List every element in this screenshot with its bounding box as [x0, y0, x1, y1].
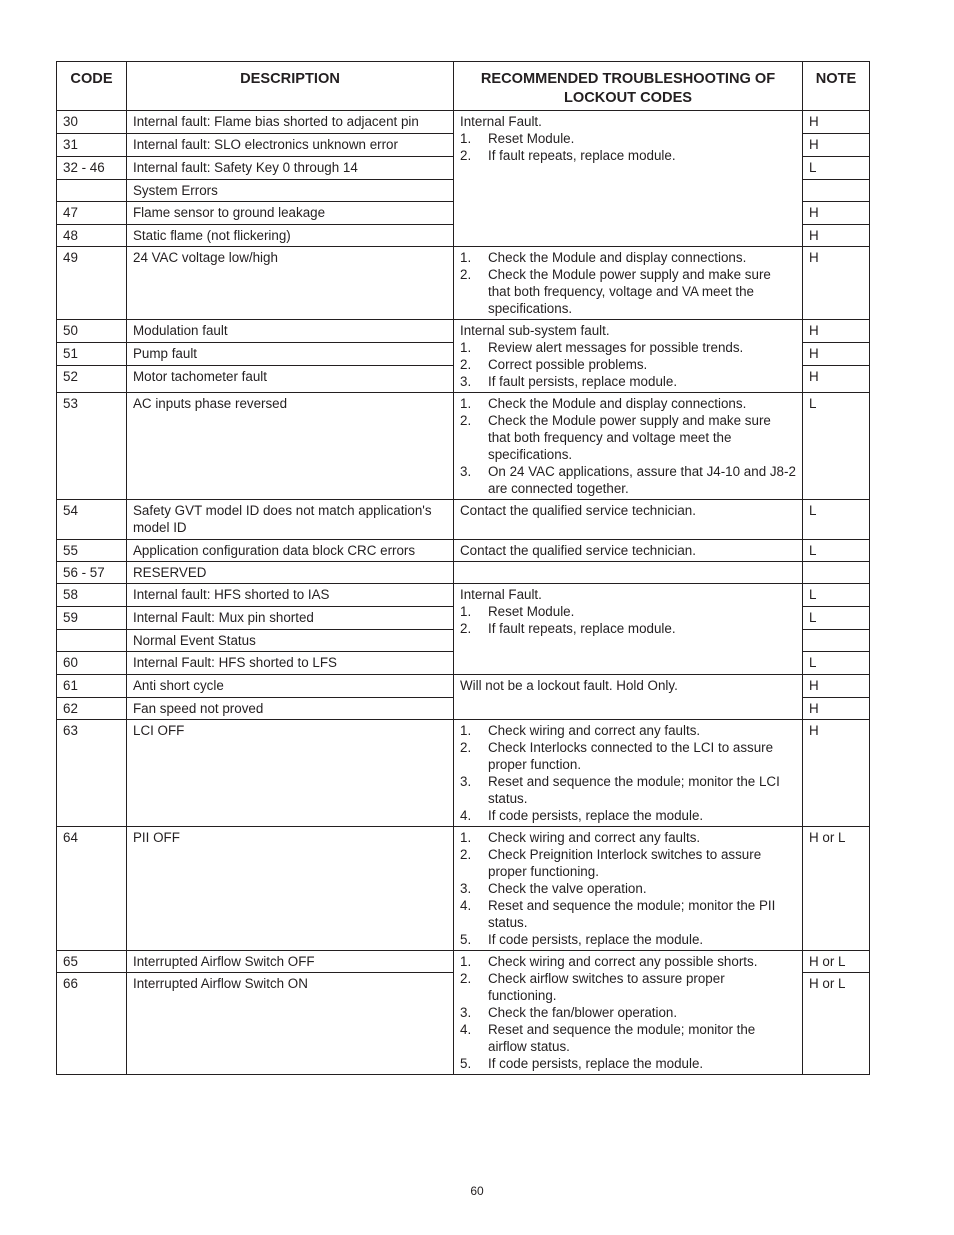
troubleshooting-step [460, 373, 796, 390]
note-cell [803, 630, 870, 652]
note-cell: L [803, 584, 870, 607]
note-cell [803, 180, 870, 202]
note-cell [803, 562, 870, 584]
troubleshooting-steps [460, 603, 796, 637]
troubleshooting-step [460, 897, 796, 931]
code-cell: 31 [57, 134, 127, 157]
table-row [57, 720, 870, 827]
step-text: Review alert messages for possible trends. [488, 340, 744, 355]
troubleshooting-step [460, 147, 796, 164]
step-text: Check wiring and correct any faults. [488, 830, 701, 845]
troubleshooting-steps [460, 130, 796, 164]
troubleshooting-step [460, 339, 796, 356]
troubleshooting-cell [454, 320, 803, 393]
step-number: 3. [460, 1005, 472, 1020]
code-cell: 63 [57, 720, 127, 827]
description-cell: Normal Event Status [127, 630, 454, 652]
note-cell: H [803, 366, 870, 393]
step-text: Check the Module power supply and make sure that both frequency, voltage and VA meet the specifications. [488, 267, 771, 316]
step-number: 1. [460, 396, 472, 411]
troubleshooting-intro: Contact the qualified service technician. [460, 543, 696, 558]
table-row [57, 827, 870, 951]
header-code: CODE [57, 62, 127, 111]
troubleshooting-step [460, 603, 796, 620]
step-number: 4. [460, 808, 472, 823]
description-cell: Modulation fault [127, 320, 454, 343]
troubleshooting-cell [454, 675, 803, 720]
code-cell: 51 [57, 343, 127, 366]
troubleshooting-cell [454, 562, 803, 584]
troubleshooting-step [460, 739, 796, 773]
troubleshooting-step [460, 829, 796, 846]
description-cell: Static flame (not flickering) [127, 225, 454, 247]
code-cell: 48 [57, 225, 127, 247]
table-row [57, 540, 870, 562]
code-cell: 60 [57, 652, 127, 675]
table-row [57, 500, 870, 540]
step-text: Check the Module and display connections. [488, 396, 747, 411]
note-cell: H [803, 675, 870, 698]
troubleshooting-step [460, 395, 796, 412]
code-cell: 32 - 46 [57, 157, 127, 180]
description-cell: System Errors [127, 180, 454, 202]
description-cell: AC inputs phase reversed [127, 393, 454, 500]
step-number: 1. [460, 250, 472, 265]
troubleshooting-intro: Internal sub-system fault. [460, 323, 610, 338]
step-text: Check airflow switches to assure proper functioning. [488, 971, 725, 1003]
note-cell: H [803, 225, 870, 247]
step-number: 1. [460, 723, 472, 738]
description-cell: Internal fault: HFS shorted to IAS [127, 584, 454, 607]
step-number: 4. [460, 1022, 472, 1037]
troubleshooting-intro: Internal Fault. [460, 587, 542, 602]
description-cell: Interrupted Airflow Switch OFF [127, 951, 454, 973]
page-number: 60 [470, 1184, 484, 1198]
description-cell: Flame sensor to ground leakage [127, 202, 454, 225]
code-cell: 61 [57, 675, 127, 698]
step-text: If fault repeats, replace module. [488, 621, 676, 636]
step-text: Check wiring and correct any faults. [488, 723, 701, 738]
table-row [57, 584, 870, 607]
step-text: If code persists, replace the module. [488, 932, 704, 947]
note-cell: H or L [803, 827, 870, 951]
table-body [57, 62, 870, 1075]
description-cell: LCI OFF [127, 720, 454, 827]
troubleshooting-step [460, 463, 796, 497]
troubleshooting-steps [460, 953, 796, 1072]
troubleshooting-step [460, 1021, 796, 1055]
code-cell: 47 [57, 202, 127, 225]
code-cell: 64 [57, 827, 127, 951]
troubleshooting-cell [454, 111, 803, 247]
code-cell: 30 [57, 111, 127, 134]
step-number: 5. [460, 932, 472, 947]
troubleshooting-step [460, 1004, 796, 1021]
table-row [57, 247, 870, 320]
step-text: Check the fan/blower operation. [488, 1005, 678, 1020]
code-cell: 56 - 57 [57, 562, 127, 584]
header-note: NOTE [803, 62, 870, 111]
step-text: If code persists, replace the module. [488, 808, 704, 823]
code-cell: 59 [57, 607, 127, 630]
troubleshooting-step [460, 953, 796, 970]
step-number: 2. [460, 740, 472, 755]
description-cell: 24 VAC voltage low/high [127, 247, 454, 320]
troubleshooting-step [460, 620, 796, 637]
step-text: Reset and sequence the module; monitor the PII status. [488, 898, 776, 930]
description-cell: Interrupted Airflow Switch ON [127, 973, 454, 1075]
step-number: 2. [460, 971, 472, 986]
troubleshooting-step [460, 970, 796, 1004]
step-text: Check wiring and correct any possible shorts. [488, 954, 758, 969]
code-cell: 55 [57, 540, 127, 562]
step-number: 2. [460, 413, 472, 428]
step-number: 1. [460, 604, 472, 619]
step-text: Check the valve operation. [488, 881, 647, 896]
table-row [57, 320, 870, 343]
step-text: Correct possible problems. [488, 357, 648, 372]
troubleshooting-step [460, 249, 796, 266]
note-cell: H [803, 720, 870, 827]
note-cell: H [803, 343, 870, 366]
step-number: 3. [460, 881, 472, 896]
code-cell: 50 [57, 320, 127, 343]
step-number: 5. [460, 1056, 472, 1071]
description-cell: Safety GVT model ID does not match application's model ID [127, 500, 454, 540]
description-cell: Internal fault: Flame bias shorted to adjacent pin [127, 111, 454, 134]
step-number: 2. [460, 267, 472, 282]
troubleshooting-step [460, 846, 796, 880]
troubleshooting-step [460, 1055, 796, 1072]
note-cell: H [803, 134, 870, 157]
troubleshooting-cell [454, 540, 803, 562]
code-cell: 54 [57, 500, 127, 540]
note-cell: H [803, 320, 870, 343]
step-number: 1. [460, 954, 472, 969]
step-number: 2. [460, 148, 472, 163]
step-text: Check the Module and display connections. [488, 250, 747, 265]
table-header-row [57, 62, 870, 111]
step-number: 1. [460, 131, 472, 146]
step-text: Reset Module. [488, 131, 575, 146]
note-cell: L [803, 393, 870, 500]
code-cell: 52 [57, 366, 127, 393]
troubleshooting-step [460, 412, 796, 463]
step-text: Reset and sequence the module; monitor the airflow status. [488, 1022, 756, 1054]
description-cell: PII OFF [127, 827, 454, 951]
table-row [57, 562, 870, 584]
note-cell: H [803, 111, 870, 134]
step-number: 2. [460, 621, 472, 636]
table-row [57, 951, 870, 973]
step-text: Reset and sequence the module; monitor the LCI status. [488, 774, 780, 806]
step-number: 3. [460, 464, 472, 479]
step-number: 1. [460, 340, 472, 355]
table-row [57, 111, 870, 134]
note-cell: H or L [803, 973, 870, 1075]
code-cell: 58 [57, 584, 127, 607]
step-number: 3. [460, 374, 472, 389]
step-number: 1. [460, 830, 472, 845]
description-cell: Internal Fault: Mux pin shorted [127, 607, 454, 630]
step-text: Check Preignition Interlock switches to assure proper functioning. [488, 847, 762, 879]
table-row [57, 393, 870, 500]
lockout-codes-table [56, 61, 870, 1075]
troubleshooting-steps [460, 395, 796, 497]
troubleshooting-cell [454, 393, 803, 500]
description-cell: Internal fault: Safety Key 0 through 14 [127, 157, 454, 180]
description-cell: RESERVED [127, 562, 454, 584]
step-text: If fault persists, replace module. [488, 374, 678, 389]
note-cell: L [803, 157, 870, 180]
header-description: DESCRIPTION [127, 62, 454, 111]
description-cell: Motor tachometer fault [127, 366, 454, 393]
troubleshooting-steps [460, 249, 796, 317]
troubleshooting-intro: Internal Fault. [460, 114, 542, 129]
step-text: On 24 VAC applications, assure that J4-10 and J8-2 are connected together. [488, 464, 796, 496]
code-cell [57, 180, 127, 202]
troubleshooting-step [460, 880, 796, 897]
troubleshooting-cell [454, 951, 803, 1075]
step-number: 2. [460, 357, 472, 372]
troubleshooting-step [460, 130, 796, 147]
troubleshooting-step [460, 266, 796, 317]
troubleshooting-step [460, 931, 796, 948]
code-cell [57, 630, 127, 652]
step-text: If code persists, replace the module. [488, 1056, 704, 1071]
note-cell: H [803, 698, 870, 720]
troubleshooting-cell [454, 827, 803, 951]
troubleshooting-cell [454, 500, 803, 540]
step-text: Reset Module. [488, 604, 575, 619]
troubleshooting-step [460, 807, 796, 824]
note-cell: H [803, 247, 870, 320]
code-cell: 53 [57, 393, 127, 500]
code-cell: 49 [57, 247, 127, 320]
code-cell: 65 [57, 951, 127, 973]
troubleshooting-cell [454, 720, 803, 827]
troubleshooting-cell [454, 584, 803, 675]
header-troubleshooting: RECOMMENDED TROUBLESHOOTING OF LOCKOUT CODES [454, 62, 803, 111]
note-cell: L [803, 540, 870, 562]
note-cell: L [803, 607, 870, 630]
description-cell: Application configuration data block CRC errors [127, 540, 454, 562]
step-number: 4. [460, 898, 472, 913]
step-text: Check Interlocks connected to the LCI to assure proper function. [488, 740, 774, 772]
note-cell: L [803, 500, 870, 540]
step-number: 2. [460, 847, 472, 862]
description-cell: Internal fault: SLO electronics unknown error [127, 134, 454, 157]
troubleshooting-cell [454, 247, 803, 320]
table-row [57, 675, 870, 698]
troubleshooting-steps [460, 829, 796, 948]
note-cell: H [803, 202, 870, 225]
troubleshooting-intro: Contact the qualified service technician. [460, 503, 696, 518]
troubleshooting-step [460, 722, 796, 739]
description-cell: Internal Fault: HFS shorted to LFS [127, 652, 454, 675]
note-cell: H or L [803, 951, 870, 973]
description-cell: Pump fault [127, 343, 454, 366]
troubleshooting-steps [460, 722, 796, 824]
troubleshooting-intro: Will not be a lockout fault. Hold Only. [460, 678, 678, 693]
code-cell: 62 [57, 698, 127, 720]
step-text: If fault repeats, replace module. [488, 148, 676, 163]
code-cell: 66 [57, 973, 127, 1075]
description-cell: Fan speed not proved [127, 698, 454, 720]
step-number: 3. [460, 774, 472, 789]
description-cell: Anti short cycle [127, 675, 454, 698]
troubleshooting-step [460, 773, 796, 807]
troubleshooting-step [460, 356, 796, 373]
troubleshooting-steps [460, 339, 796, 390]
note-cell: L [803, 652, 870, 675]
step-text: Check the Module power supply and make sure that both frequency and voltage meet the specifications. [488, 413, 771, 462]
